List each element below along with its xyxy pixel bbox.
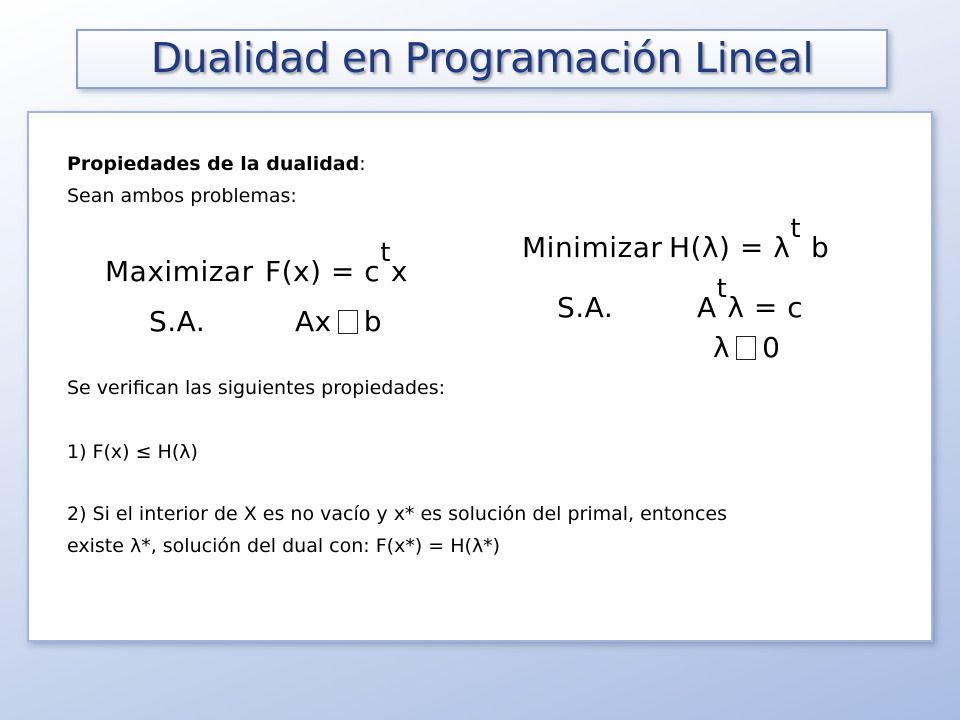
title-box xyxy=(76,29,888,89)
dual-constraint-1 xyxy=(697,274,804,324)
dual-objective-tail: b xyxy=(811,231,830,264)
dual-constraint-2-left: λ xyxy=(713,331,731,364)
dual-constraint-2-right: 0 xyxy=(762,331,781,364)
properties-heading-colon: : xyxy=(359,153,366,175)
missing-symbol-icon xyxy=(338,310,358,334)
primal-constraint-label: S.A. xyxy=(149,305,206,338)
primal-constraint xyxy=(295,305,382,338)
dual-objective-expr xyxy=(669,214,830,264)
dual-objective-sup: t xyxy=(790,214,802,244)
dual-constraint-2 xyxy=(713,331,780,364)
primal-objective-tail: x xyxy=(390,255,408,288)
primal-objective-body: F(x) = c xyxy=(265,255,381,288)
property-2-line-2: existe λ*, solución del dual con: F(x*) = H(λ*) xyxy=(67,535,501,557)
dual-constraint-1-left: A xyxy=(697,291,717,324)
missing-symbol-icon xyxy=(736,336,756,360)
primal-constraint-right: b xyxy=(363,305,383,338)
dual-constraint-label: S.A. xyxy=(557,291,614,324)
dual-constraint-1-right: λ = c xyxy=(727,291,804,324)
properties-heading xyxy=(67,153,366,175)
slide-title: Dualidad en Programación Lineal xyxy=(150,34,814,82)
content-box xyxy=(27,111,933,642)
verify-text: Se verifican las siguientes propiedades: xyxy=(67,377,446,399)
property-1: 1) F(x) ≤ H(λ) xyxy=(67,441,198,463)
property-2-line-1: 2) Si el interior de X es no vacío y x* es solución del primal, entonces xyxy=(67,503,727,525)
intro-text: Sean ambos problemas: xyxy=(67,185,297,207)
properties-heading-bold: Propiedades de la dualidad xyxy=(67,153,360,175)
dual-constraint-1-sup: t xyxy=(716,274,728,304)
primal-constraint-left: Ax xyxy=(295,305,332,338)
dual-objective-label: Minimizar xyxy=(522,231,663,264)
primal-objective-sup: t xyxy=(380,238,391,268)
primal-objective-expr xyxy=(265,238,408,288)
dual-objective-body: H(λ) = λ xyxy=(669,231,791,264)
primal-objective-label: Maximizar xyxy=(105,255,254,288)
